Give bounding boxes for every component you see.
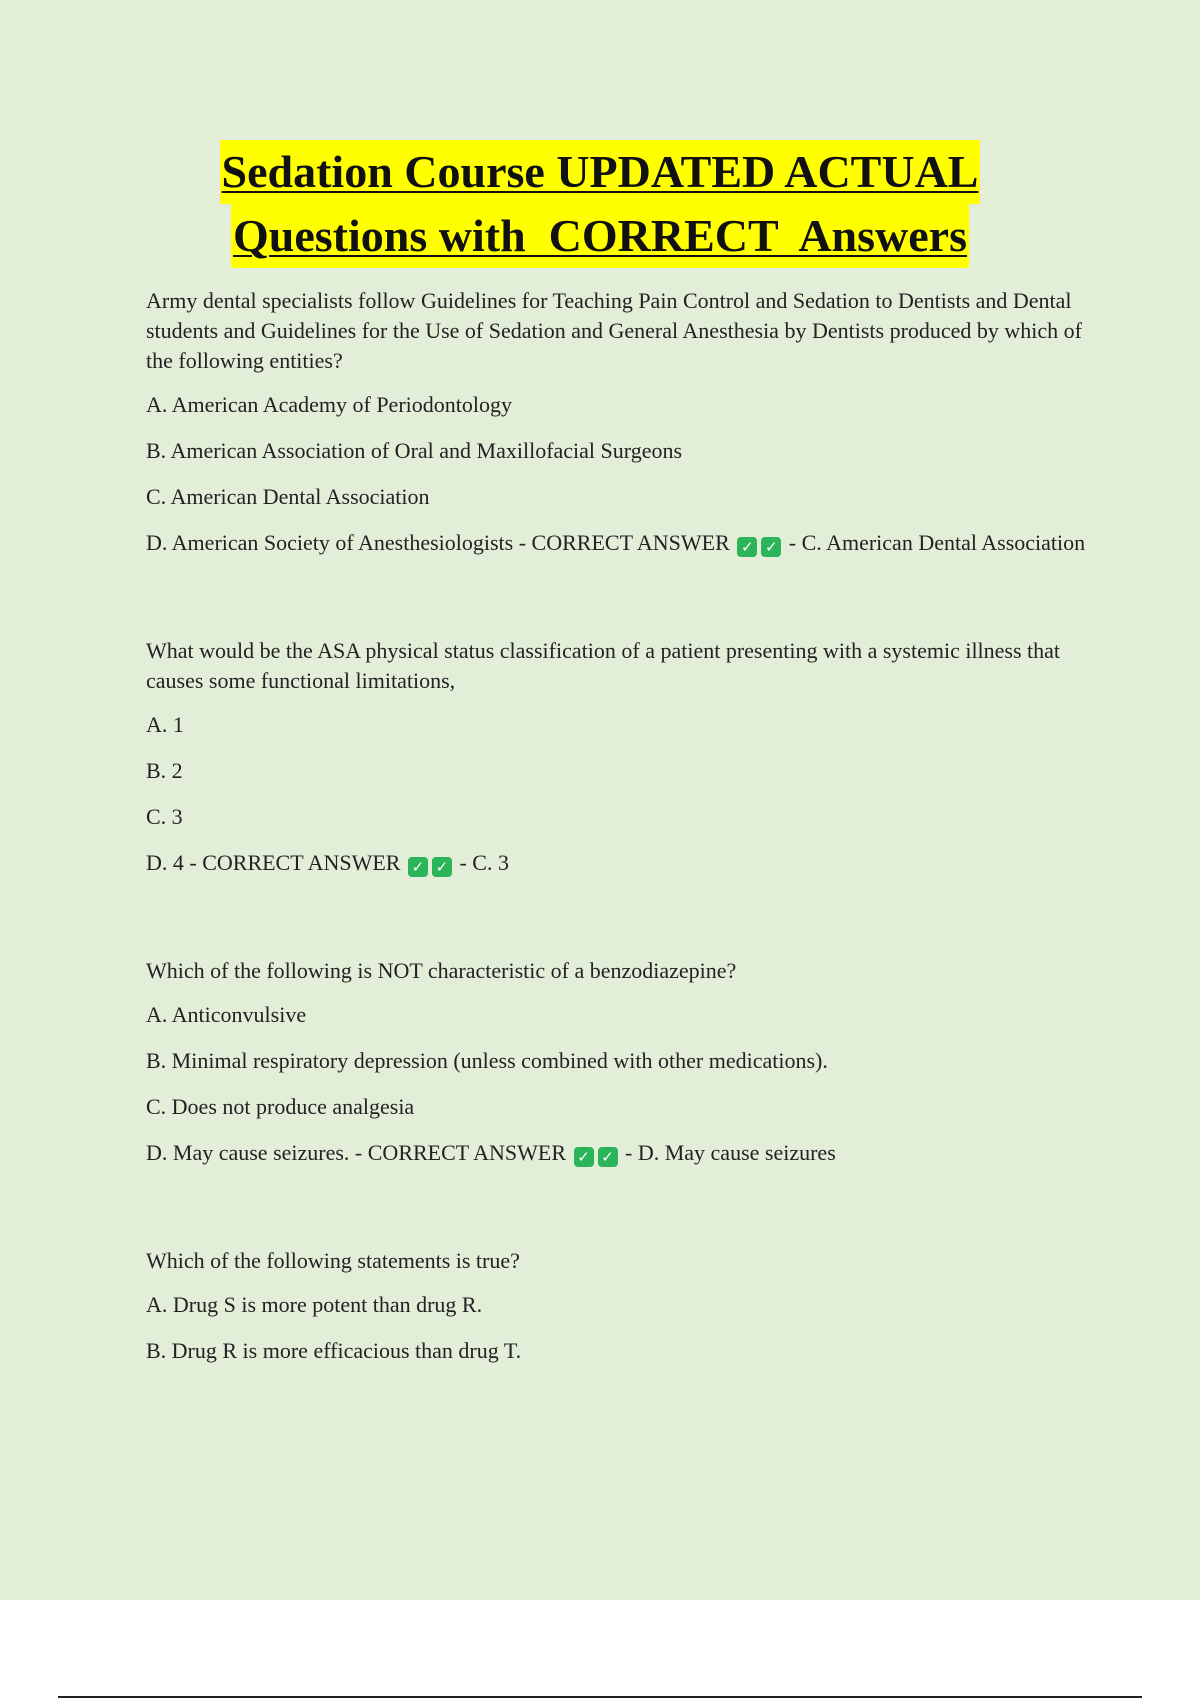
question-text: Which of the following statements is true? (146, 1248, 520, 1273)
spacer (146, 1184, 1086, 1246)
option-b: B. Minimal respiratory depression (unless combined with other medications). (146, 1048, 828, 1073)
option-b: B. American Association of Oral and Maxillofacial Surgeons (146, 438, 683, 463)
option-d-with-answer (146, 1138, 1086, 1168)
correct-answer: - C. 3 (459, 850, 509, 875)
option-b: B. Drug R is more efficacious than drug T. (146, 1338, 522, 1363)
option-a: A. Drug S is more potent than drug R. (146, 1292, 483, 1317)
correct-answer: - C. American Dental Association (788, 530, 1086, 555)
check-mark-icon: ✓ (598, 1147, 618, 1167)
option-a: A. 1 (146, 712, 184, 737)
spacer (146, 894, 1086, 956)
option-a: A. American Academy of Periodontology (146, 392, 512, 417)
option-c: C. American Dental Association (146, 484, 430, 509)
title-line-2: Questions with CORRECT Answers (231, 204, 969, 268)
correct-answer: - D. May cause seizures (625, 1140, 836, 1165)
question-text: Army dental specialists follow Guidelines for Teaching Pain Control and Sedation to Dentists and Dental students and Guidelines for the Use of Sedation and General Anesthesia by Dentists produced by which of the following entities? (146, 288, 1083, 373)
question-block-2 (146, 636, 1086, 878)
check-mark-icon: ✓ (574, 1147, 594, 1167)
check-mark-icon: ✓ (432, 857, 452, 877)
question-text: Which of the following is NOT characteristic of a benzodiazepine? (146, 958, 737, 983)
option-a: A. Anticonvulsive (146, 1002, 307, 1027)
question-block-4 (146, 1246, 1086, 1366)
title-line-1: Sedation Course UPDATED ACTUAL (220, 140, 981, 204)
footer-divider (58, 1696, 1142, 1698)
check-mark-icon: ✓ (737, 537, 757, 557)
option-c: C. 3 (146, 804, 183, 829)
option-d-with-answer (146, 528, 1086, 558)
document-body (146, 286, 1086, 1382)
option-d: D. 4 - CORRECT ANSWER (146, 850, 401, 875)
option-d-with-answer (146, 848, 1086, 878)
option-d: D. May cause seizures. - CORRECT ANSWER (146, 1140, 566, 1165)
spacer (146, 574, 1086, 636)
question-block-3 (146, 956, 1086, 1168)
document-title (0, 140, 1200, 268)
question-text: What would be the ASA physical status classification of a patient presenting with a systemic illness that causes some functional limitations, (146, 638, 1061, 693)
question-block-1 (146, 286, 1086, 558)
option-d: D. American Society of Anesthesiologists - CORRECT ANSWER (146, 530, 730, 555)
option-c: C. Does not produce analgesia (146, 1094, 415, 1119)
option-b: B. 2 (146, 758, 183, 783)
check-mark-icon: ✓ (761, 537, 781, 557)
check-mark-icon: ✓ (408, 857, 428, 877)
